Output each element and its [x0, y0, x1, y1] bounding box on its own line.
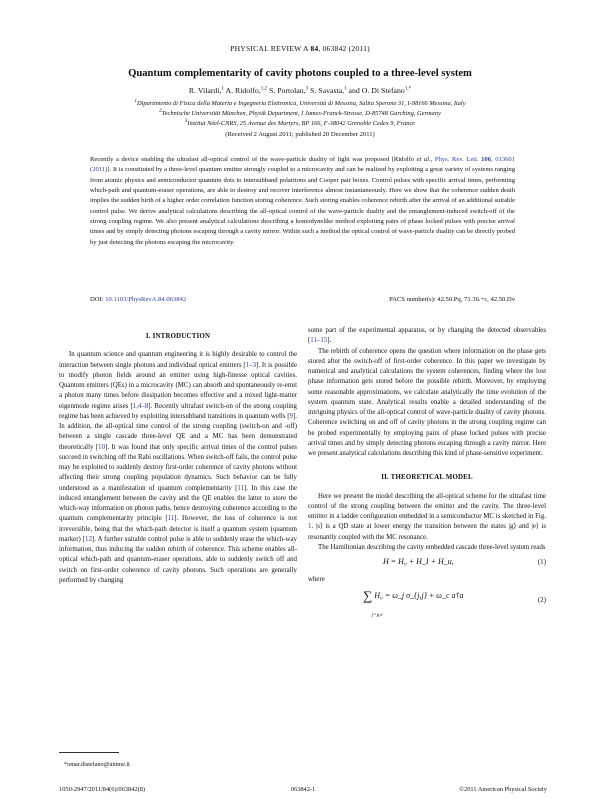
affiliation: $^3$Institut Néel-CNRS, 25 Avenue des Martyrs, BP 166, F-38042 Grenoble Cedex 9, France: [184, 118, 416, 127]
ref-link[interactable]: 11: [167, 515, 175, 523]
journal-name: PHYSICAL REVIEW A: [230, 44, 309, 53]
paper-title: Quantum complementarity of cavity photons coupled to a three-level system: [128, 68, 472, 79]
equation-number: (2): [537, 596, 546, 605]
pacs-numbers: PACS number(s): 42.50.Pq, 71.36.+c, 42.50.Dv: [389, 296, 515, 303]
affiliation: $^2$Technische Universität München, Physik Department, I James-Franck-Strasse, D-85748 Garching, Germany: [159, 108, 441, 117]
left-column: [59, 326, 297, 586]
author: R. Vilardi,$^1$: [188, 86, 224, 95]
footer-page: 063842-1: [290, 786, 316, 793]
abstract: Recently a device enabling the ultrafast all-optical control of the wave-particle duality of light was proposed [Ridolfo et al., Phys. Rev. Lett. 106, 013601 (2011)]. It is constituted by a three-level quantum emitter strongly coupled to a microcavity and can be realized by exploiting a great variety of systems ranging from atomic physics and semiconductor quantum dots to intersubband polaritons and Cooper pair boxes. Control pulses with specific arrival times, performing which-path and quantum-eraser operations, are able to destroy and recover interference almost instantaneously. Here we show that the coherence sudden death implies the sudden birth of a higher order correlation function storing coherence. Such storing enables coherence rebirth after the arrival of an additional suitable control pulse. We derive analytical calculations describing the all-optical control of the wave-particle duality and the entanglement-induced switch-off of the strong coupling regime. We also present analytical calculations describing a homodynelike method exploiting pairs of phase locked pulses with precise arrival times and by simply detecting photons escaping through a cavity mirror. Within such a method the optical control of wave-particle duality can be directly probed by just detecting the photons escaping the microcavity.: [90, 156, 515, 246]
model-paragraph: The Hamiltonian describing the cavity embedded cascade three-level system reads: [318, 543, 546, 551]
journal-volume: 84: [310, 44, 319, 53]
footnote-divider: [59, 752, 119, 753]
ref-link[interactable]: 11: [237, 484, 245, 492]
article-number: 063842 (2011): [322, 44, 370, 53]
citation-link[interactable]: Phys. Rev. Lett. 106, 013601 (2011): [90, 156, 515, 174]
right-column: [308, 326, 546, 619]
doi-pacs-line: [90, 296, 515, 303]
affiliation: $^1$Dipartimento di Fisica della Materia e Ingegneria Elettronica, Università di Messina, Salita Sperone 31, I-98166 Messina, Italy: [134, 98, 466, 107]
doi-link[interactable]: 10.1103/PhysRevA.84.063842: [105, 296, 187, 303]
ref-link[interactable]: 9: [289, 412, 293, 420]
ref-link[interactable]: 10: [98, 443, 106, 451]
intro-paragraph: The rebirth of coherence opens the question where information on the phase gets stored after the switch-off of first-order coherence. In this paper we investigate by numerical and analytical calculations the system coherences, finding where the lost phase information gets stored before the possible rebirth. Moreover, by employing some reasonable approximations, we calculate analytically the time evolution of the system quantum state. Analytical results enable a detailed understanding of the intriguing physics of the all-optical control of wave-particle duality of cavity photons. Coherence switching on and off of cavity photons in the strong coupling regime can be probed experimentally by employing pairs of phase locked pulses with precise arrival times and by simply detecting photons escaping through a cavity mirror. Here we present analytical calculations describing this kind of phase-sensitive experiment.: [308, 347, 546, 457]
figure-link[interactable]: 1: [308, 523, 312, 531]
section-heading: II. THEORETICAL MODEL: [381, 474, 473, 482]
ref-link[interactable]: 12: [85, 535, 92, 543]
journal-header: PHYSICAL REVIEW A 84, 063842 (2011): [230, 44, 370, 53]
author: and O. Di Stefano$^{1,*}$: [348, 86, 412, 95]
received-dates: (Received 2 August 2011; published 20 December 2011): [225, 131, 375, 138]
author: S. Savasta,$^1$: [310, 86, 347, 95]
page-footer: [59, 786, 547, 793]
model-paragraph: Here we present the model describing the all-optical scheme for the ultrafast time control of the strong coupling between the emitter and the cavity. The three-level emitter in a ladder configuration embedded in a semiconductor MC is sketched in Fig. 1. |s⟩ is a QD state at lower energy the transition between the states |g⟩ and |e⟩ is resonantly coupled with the MC resonance.: [308, 492, 546, 541]
equation-2: ∑ H₀ = ω_j σ_{j,j} + ω_c a†a j=g,e (2): [363, 588, 546, 619]
doi-label: DOI:: [90, 296, 104, 303]
author: A. Ridolfo,$^{1,2}$: [225, 86, 268, 95]
equation-number: (1): [537, 558, 546, 566]
author-list: [30, 86, 570, 95]
ref-link[interactable]: 11–15: [310, 337, 328, 345]
intro-paragraph: In quantum science and quantum engineering it is highly desirable to control the interaction between single photons and individual optical emitters [1–3]. It is possible to modify photon fields around an emitter using high-finesse optical cavities. Quantum emitters (QEs) in a microcavity (MC) can absorb and spontaneously re-emit a photon many times before dissipation becomes effective and a mixed light-matter eigenmode regime arises [1,4–8]. Recently ultrafast switch-on of the strong coupling regime has been achieved by exploiting intersubband transitions in quantum wells [9]. In addition, the all-optical time control of the strong coupling (switch-on and -off) between a single cascade three-level QE and a MC has been demonstrated theoretically [10]. It was found that only specific arrival times of the control pulses succeed in switching off the Rabi oscillations. When switch-off fails, the control pulse may be exploited to suddenly destroy first-order coherence of cavity photons without affecting their strong coupling population dynamics. Such behavior can be fully understood as a manifestation of quantum complementarity [11]. In this case the induced entanglement between the cavity and the QE enables the latter to store the which-way information on photon paths, hence destroying coherence according to the quantum complementarity principle [11]. However, the loss of coherence is not irreversible, being that the which-path detector is itself a quantum system (quantum marker) [12]. A further suitable control pulse is able to suddenly erase the which-way information, thus inducing the sudden rebirth of coherence. This scheme enables all-optical which-path and quantum-eraser operations, able to suddenly switch off and switch on first-order coherence of cavity photons. Such operations are generally performed by changing: [59, 351, 298, 584]
author: S. Portolan,$^3$: [268, 86, 309, 95]
ref-link[interactable]: 1,4–8: [132, 402, 149, 410]
footnote-email: *omar.distefano@unime.it: [64, 761, 130, 768]
footer-copyright: ©2011 American Physical Society: [459, 786, 547, 793]
intro-paragraph: some part of the experimental apparatus, or by changing the detected observables [11–15].: [308, 327, 546, 345]
ref-link[interactable]: 1–3: [245, 361, 257, 369]
section-heading: I. INTRODUCTION: [145, 333, 211, 340]
equation-1: H = H₀ + H_I + H_u, (1): [383, 557, 546, 566]
footer-issn: 1050-2947/2011/84(6)/063842(8): [59, 786, 146, 793]
model-paragraph: where: [308, 576, 325, 583]
